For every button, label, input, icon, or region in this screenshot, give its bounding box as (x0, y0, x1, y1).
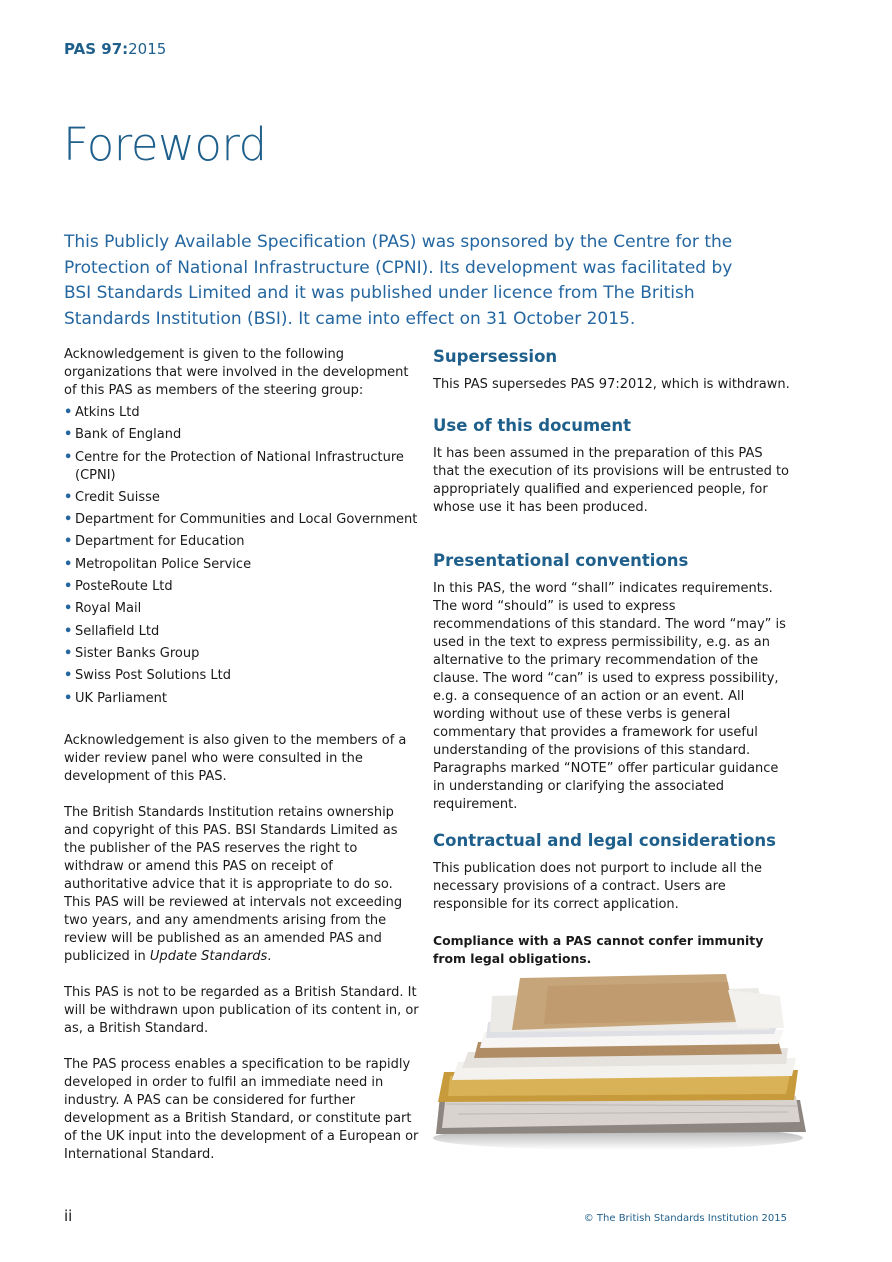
doc-code: PAS 97: (64, 40, 129, 58)
conventions-text: In this PAS, the word “shall” indicates requirements. The word “should” is used to express recommendations of this standard. The word “may” is used in the text to express permissibility, e.g. as an alternative to the primary recommendation of the clause. The word “can” is used to express possibility, e.g. a consequence of an action or an event. All wording without use of these verbs is general commentary that provides a framework for useful understanding of the provisions of this standard. Paragraphs marked “NOTE” offer particular guidance in understanding or clarifying the associated requirement. (433, 581, 786, 812)
left-column (64, 346, 420, 1182)
list-item: • Sister Banks Group (64, 645, 200, 661)
conventions-heading: Presentational conventions (433, 551, 689, 570)
list-item: • Sellafield Ltd (64, 623, 160, 639)
list-item: • Department for Communities and Local Government (64, 512, 418, 528)
page-title: Foreword (63, 118, 267, 171)
ownership-paragraph: The British Standards Institution retains ownership and copyright of this PAS. BSI Standards Limited as the publisher of the PAS reserves the right to withdraw or amend this PAS on receipt of authoritative advice that it is appropriate to do so. This PAS will be reviewed at intervals not exceeding two years, and any amendments arising from the review will be published as an amended PAS and publicized in Update Standards. (64, 804, 403, 964)
list-item: • Swiss Post Solutions Ltd (64, 668, 231, 684)
list-item: • Royal Mail (64, 601, 142, 617)
copyright-notice: © The British Standards Institution 2015 (583, 1213, 787, 1224)
page-number: ii (64, 1207, 73, 1225)
not-standard-paragraph: This PAS is not to be regarded as a British Standard. It will be withdrawn upon publication of its content in, or as, a British Standard. (64, 984, 419, 1036)
list-item: • PosteRoute Ltd (64, 579, 173, 595)
list-item: • Centre for the Protection of National Infrastructure (CPNI) (64, 449, 404, 483)
immunity-note: Compliance with a PAS cannot confer immunity from legal obligations. (433, 933, 764, 966)
doc-year: 2015 (128, 40, 167, 58)
steering-group-list (64, 404, 420, 708)
list-item: • Metropolitan Police Service (64, 556, 252, 572)
list-item: • UK Parliament (64, 690, 167, 706)
contractual-section (433, 830, 793, 968)
supersession-heading: Supersession (433, 347, 558, 366)
contractual-heading: Contractual and legal considerations (433, 831, 776, 850)
list-item: • Atkins Ltd (64, 405, 140, 420)
list-item: • Department for Education (64, 534, 245, 550)
process-paragraph: The PAS process enables a specification to be rapidly developed in order to fulfil an immediate need in industry. A PAS can be considered for further development as a British Standard, or constitute part of the UK input into the development of a European or International Standard. (64, 1056, 419, 1162)
ack-review-paragraph: Acknowledgement is also given to the members of a wider review panel who were consulted in the development of this PAS. (64, 732, 407, 784)
contractual-text: This publication does not purport to include all the necessary provisions of a contract. Users are responsible for its correct application. (433, 861, 763, 912)
list-item: • Credit Suisse (64, 489, 160, 505)
use-heading: Use of this document (433, 416, 631, 435)
supersession-section (433, 346, 793, 394)
use-text: It has been assumed in the preparation of this PAS that the execution of its provisions will be entrusted to appropriately qualified and experienced people, for whose use it has been produced. (433, 446, 790, 515)
envelope-stack-image (428, 972, 808, 1154)
supersession-text: This PAS supersedes PAS 97:2012, which is withdrawn. (433, 377, 790, 392)
running-header (64, 40, 166, 58)
update-standards-italic: Update Standards (149, 948, 268, 964)
conventions-section (433, 550, 793, 814)
ack-intro: Acknowledgement is given to the following organizations that were involved in the development of this PAS as members of the steering group: (64, 347, 409, 398)
use-section (433, 415, 793, 517)
intro-paragraph: This Publicly Available Specification (PAS) was sponsored by the Centre for the Protection of National Infrastructure (CPNI). Its development was facilitated by BSI Standards Limited and it was published under licence from The British Standards Institution (BSI). It came into effect on 31 October 2015. (64, 232, 733, 329)
list-item: • Bank of England (64, 427, 182, 443)
